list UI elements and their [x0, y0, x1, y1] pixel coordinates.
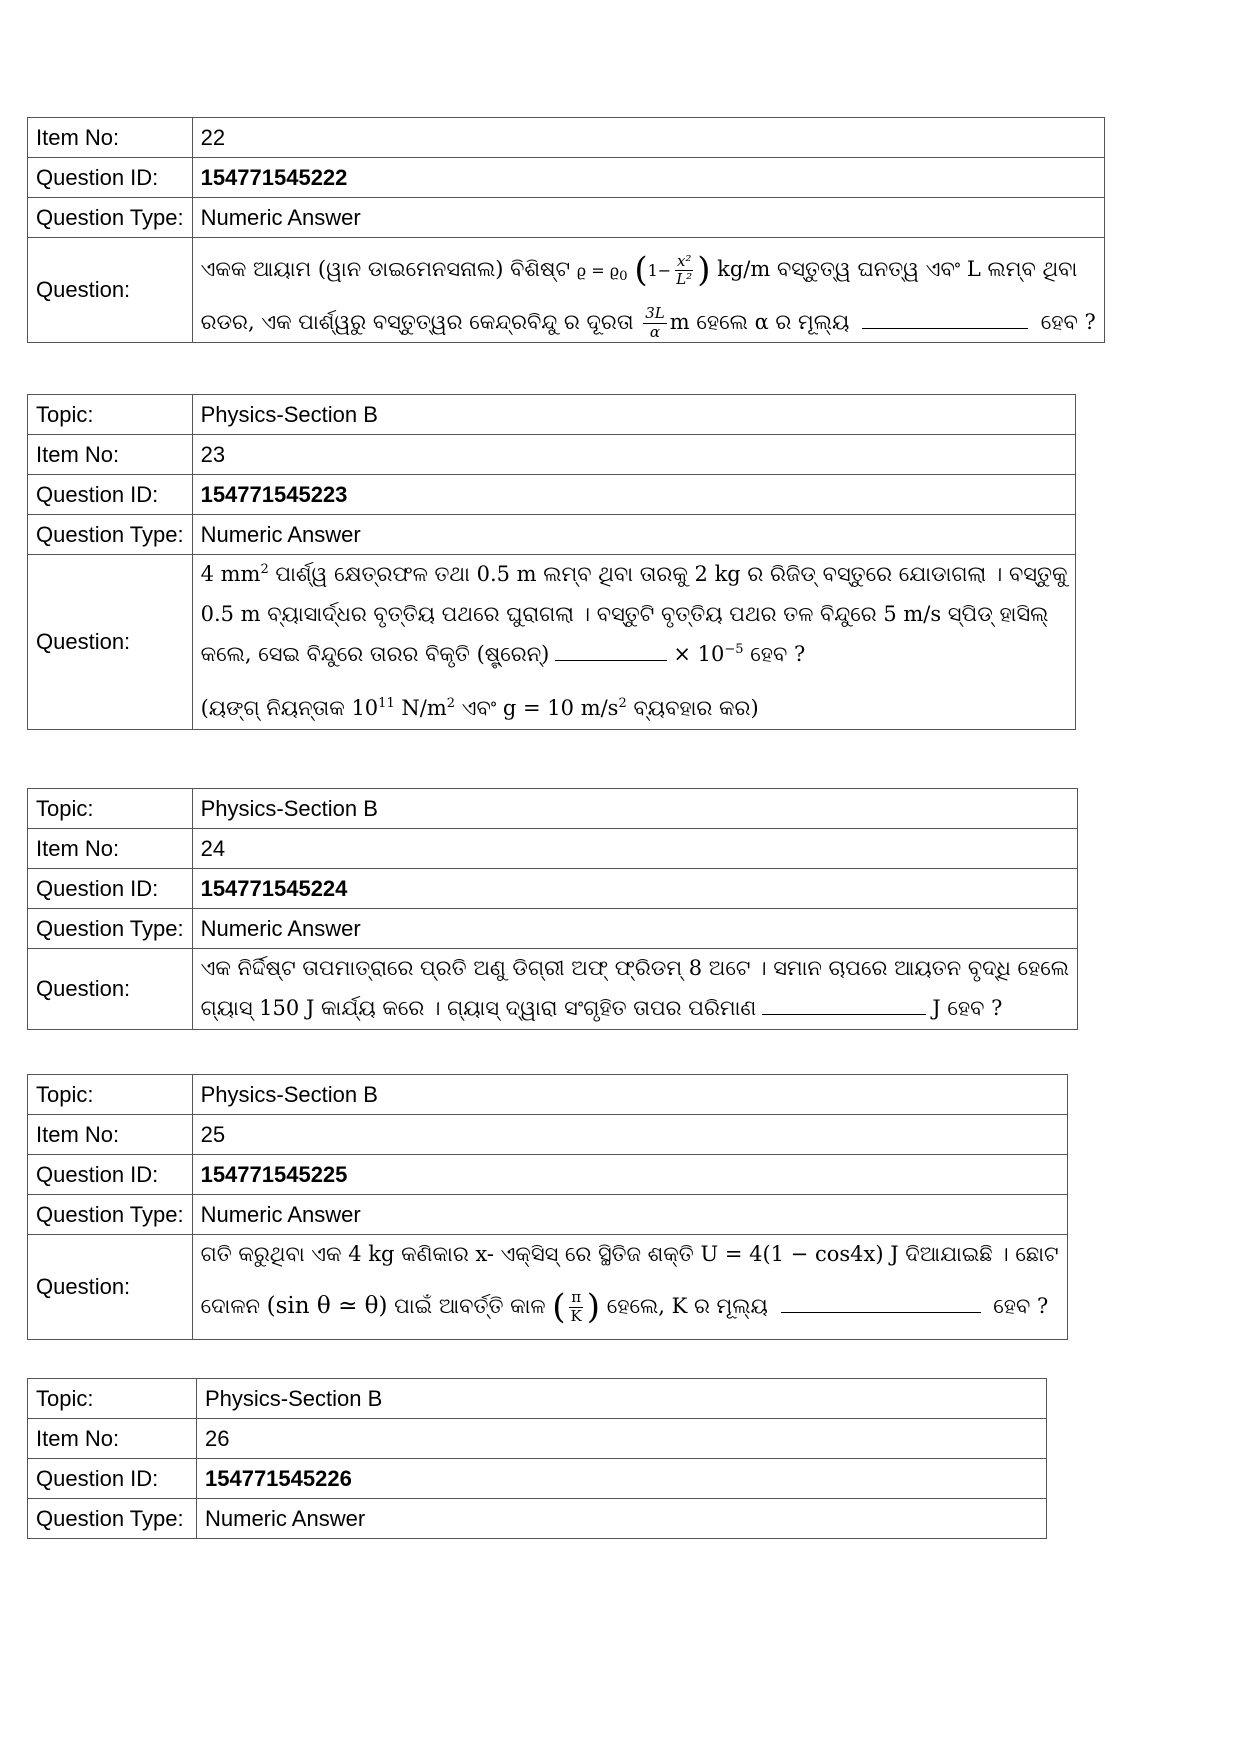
question-type-value: Numeric Answer [192, 515, 1076, 555]
question-id-value: 154771545224 [192, 869, 1078, 909]
question-table-23 [27, 394, 1076, 730]
question-type-label: Question Type: [28, 1499, 197, 1539]
question-id-label: Question ID: [28, 158, 193, 198]
question-type-label: Question Type: [28, 198, 193, 238]
item-no-value: 23 [192, 435, 1076, 475]
question-table-25 [27, 1074, 1068, 1340]
question-type-label: Question Type: [28, 515, 193, 555]
topic-value: Physics-Section B [197, 1379, 1047, 1419]
question-id-value: 154771545226 [197, 1459, 1047, 1499]
topic-value: Physics-Section B [192, 395, 1076, 435]
item-no-label: Item No: [28, 1419, 197, 1459]
item-no-value: 25 [192, 1115, 1067, 1155]
question-id-label: Question ID: [28, 1459, 197, 1499]
question-type-label: Question Type: [28, 1195, 193, 1235]
topic-label: Topic: [28, 1075, 193, 1115]
topic-value: Physics-Section B [192, 1075, 1067, 1115]
question-type-value: Numeric Answer [197, 1499, 1047, 1539]
item-no-value: 26 [197, 1419, 1047, 1459]
question-id-label: Question ID: [28, 475, 193, 515]
question-table-22 [27, 117, 1105, 343]
fraction: $\frac{\pi}{K}$ [570, 1288, 582, 1325]
question-id-value: 154771545223 [192, 475, 1076, 515]
topic-label: Topic: [28, 789, 193, 829]
question-label: Question: [28, 949, 193, 1030]
question-table-24 [27, 788, 1078, 1030]
topic-label: Topic: [28, 395, 193, 435]
question-text: ଏକ ନିର୍ଦ୍ଦିଷ୍ଟ ତାପମାତ୍ରାରେ ପ୍ରତି ଅଣୁ ଡିଗ୍ରୀ ଅଫ୍ ଫ୍ରିଡମ୍ 8 ଅଟେ । ସମାନ ଚାପରେ ଆୟତନ ବୃଦ୍ଧି ହେଲେ ଗ୍ୟାସ୍ 150 J କାର୍ଯ୍ୟ କରେ । ଗ୍ୟାସ୍ ଦ୍ୱାରା ସଂଗୃହିତ ତାପର ପରିମାଣ J ହେବ ? [192, 949, 1078, 1030]
question-type-value: Numeric Answer [192, 909, 1078, 949]
question-text: 4 $mm^2$ ପାର୍ଶ୍ୱ କ୍ଷେତ୍ରଫଳ ତଥା 0.5 m ଲମ୍ବ ଥିବା ତାରକୁ 2 kg ର ରିଜିଡ୍ ବସ୍ତୁରେ ଯୋଡାଗଲା । ବସ୍ତୁକୁ 0.5 m ବ୍ୟାସାର୍ଦ୍ଧର ବୃତ୍ତିୟ ପଥରେ ଘୁରାଗଲା । ବସ୍ତୁଟି ବୃତ୍ତିୟ ପଥର ତଳ ବିନ୍ଦୁରେ 5 m/s ସ୍ପିଡ୍ ହାସିଲ୍ କଲେ, ସେଇ ବିନ୍ଦୁରେ ତାରର ବିକୃତି (ଷ୍ଟ୍ରେନ୍) × $10^{-5}$ ହେବ ? (ୟଙ୍ଗ୍ ନିୟନ୍ତାକ $10^{11}$ $N/m^2$ ଏବଂ g = 10 $m/s^2$ ବ୍ୟବହାର କର) [192, 555, 1076, 730]
fraction: $\frac{3L}{\alpha}$ [645, 304, 665, 341]
question-id-label: Question ID: [28, 1155, 193, 1195]
question-text: ଏକକ ଆୟାମ (ୱାନ ଡାଇମେନସନାଲ) ବିଶିଷ୍ଟ $ϱ = ϱ_0$ (1− $\frac{\text{x²}}{\text{L²}}$ ) kg/m ବସ୍ତୁତ୍ୱ ଘନତ୍ୱ ଏବଂ L ଲମ୍ବ ଥିବା ରଡର, ଏକ ପାର୍ଶ୍ୱରୁ ବସ୍ତୁତ୍ୱର କେନ୍ଦ୍ରବିନ୍ଦୁ ର ଦୂରତା $\frac{3L}{\alpha}$ m ହେଲେ α ର ମୂଲ୍ୟ ହେବ ? [192, 238, 1104, 343]
answer-blank [555, 659, 667, 661]
question-label: Question: [28, 1235, 193, 1340]
item-no-value: 22 [192, 118, 1104, 158]
question-label: Question: [28, 555, 193, 730]
topic-label: Topic: [28, 1379, 197, 1419]
item-no-label: Item No: [28, 118, 193, 158]
question-type-value: Numeric Answer [192, 1195, 1067, 1235]
question-label: Question: [28, 238, 193, 343]
fraction: $\frac{\text{x²}}{\text{L²}}$ [676, 251, 693, 288]
item-no-label: Item No: [28, 435, 193, 475]
question-id-value: 154771545222 [192, 158, 1104, 198]
question-id-value: 154771545225 [192, 1155, 1067, 1195]
item-no-label: Item No: [28, 829, 193, 869]
answer-blank [762, 1013, 926, 1015]
item-no-label: Item No: [28, 1115, 193, 1155]
answer-blank [781, 1311, 981, 1313]
question-table-26 [27, 1378, 1047, 1539]
question-text: ଗତି କରୁଥିବା ଏକ 4 kg କଣିକାର x- ଏକ୍ସିସ୍ ରେ ସ୍ଥିତିଜ ଶକ୍ତି U = 4(1 − cos4x) J ଦିଆଯାଇଛି । ଛୋଟ ଦୋଳନ (sin θ ≃ θ) ପାଇଁ ଆବର୍ତ୍ତି କାଳ ( $\frac{\pi}{K}$ ) ହେଲେ, K ର ମୂଲ୍ୟ ହେବ ? [192, 1235, 1067, 1340]
item-no-value: 24 [192, 829, 1078, 869]
question-type-value: Numeric Answer [192, 198, 1104, 238]
answer-blank [862, 327, 1028, 329]
question-id-label: Question ID: [28, 869, 193, 909]
question-type-label: Question Type: [28, 909, 193, 949]
topic-value: Physics-Section B [192, 789, 1078, 829]
